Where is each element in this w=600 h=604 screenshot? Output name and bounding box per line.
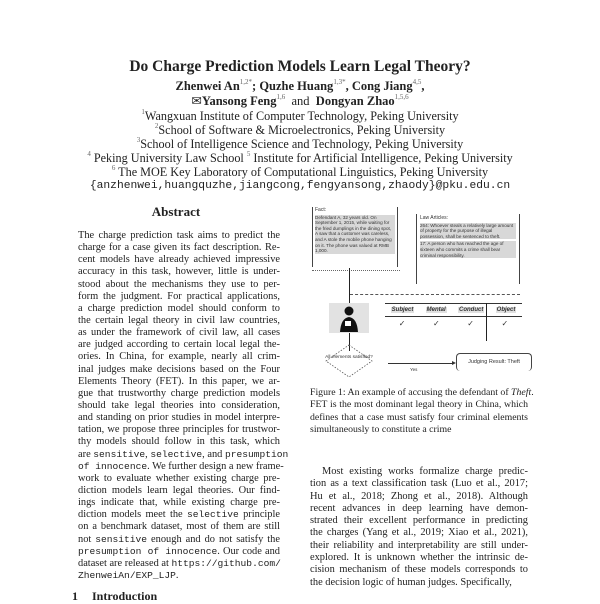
- text-segment: explored. It is unknown whether the intrinsic de-: [310, 552, 528, 564]
- paper-title: Do Charge Prediction Models Learn Legal Theory?: [129, 58, 471, 75]
- text-line: [78, 388, 280, 400]
- text-segment: as under the framework of civil law, all cases: [78, 327, 280, 339]
- judge-icon: [329, 303, 369, 333]
- dashed-connector: [350, 294, 520, 295]
- author-name: Quzhe Huang: [259, 79, 334, 93]
- judging-result-box: Judging Result: Theft: [456, 353, 532, 371]
- text-segment: FET is the most dominant legal theory in China, which: [310, 399, 528, 411]
- text-line: [78, 400, 280, 412]
- text-line: [310, 399, 528, 411]
- text-line: [78, 509, 280, 521]
- text-line: [310, 424, 528, 436]
- text-segment: simultaneously to constitute a crime: [310, 424, 452, 436]
- text-segment: ories. In China, for example, nearly all crim-: [78, 351, 280, 363]
- affil-number: 5: [246, 150, 251, 158]
- authors-line-1: [0, 78, 600, 94]
- text-segment: should take legal theories into consideration,: [78, 399, 280, 411]
- law-article-17: 17: A person who has reached the age of sixteen who commits a crime shall bear criminal responsibility.: [420, 241, 516, 258]
- text-line: [78, 436, 280, 448]
- text-line: [310, 527, 528, 539]
- author-affil: 1,2*: [239, 78, 253, 86]
- affil-number: 2: [154, 122, 159, 130]
- text-line: [310, 577, 528, 589]
- text-line: [78, 473, 280, 485]
- text-segment: Most existing works formalize charge predic-: [322, 466, 528, 477]
- text-segment: inal judges make decisions based on the Four: [78, 363, 280, 375]
- check-icon: ✓: [467, 319, 474, 328]
- text-line: [78, 376, 280, 388]
- affil-text: The MOE Key Laboratory of Computational Linguistics, Peking University: [115, 165, 489, 179]
- text-line: [78, 534, 280, 546]
- text-segment: recent advances in deep learning have demon-: [310, 502, 528, 514]
- abstract-body: [78, 230, 289, 582]
- text-line: [310, 540, 528, 552]
- text-segment: .: [531, 387, 534, 398]
- arrow-icon: [388, 363, 454, 364]
- element-subject: Subject: [391, 307, 414, 313]
- affil-number: 4: [87, 150, 91, 158]
- text-segment: Figure 1: An example of accusing the defendant of: [310, 387, 512, 398]
- author-affil: 1,3*: [333, 78, 346, 86]
- text-line: [310, 412, 528, 424]
- check-icon: ✓: [398, 319, 406, 328]
- text-segment: the charges (Yang et al., 2019; Xiao et al., 2021),: [310, 527, 528, 539]
- text-line: [78, 303, 280, 315]
- text-line: [78, 266, 280, 278]
- text-segment: tation, we propose three principles for trustwor-: [78, 424, 280, 436]
- authors-line-2: [0, 93, 600, 109]
- text-segment: enough and do not satisfy the: [147, 533, 280, 545]
- text-segment: defines that a case must satisfy four criminal elements: [310, 411, 528, 423]
- code-text: presumption of innocence: [78, 545, 218, 557]
- text-line: [310, 515, 528, 527]
- author-affil: 1,6: [276, 93, 286, 101]
- text-segment: cent models have already achieved impressive: [78, 254, 280, 266]
- text-segment: the certain legal theory in civil law countries,: [78, 314, 280, 326]
- text-line: [78, 521, 280, 533]
- text-line: [78, 546, 280, 558]
- separator: ;: [252, 79, 260, 93]
- code-text: https://github.com/: [171, 557, 281, 569]
- text-line: [78, 460, 284, 473]
- code-text: ZhenweiAn/EXP_LJP: [78, 569, 176, 581]
- text-segment: and standing on prior studies in model interpre-: [78, 412, 280, 424]
- element-conduct: Conduct: [459, 307, 484, 313]
- affil-number: 6: [111, 164, 116, 172]
- code-text: of innocence: [78, 460, 148, 472]
- text-segment: principle: [238, 509, 281, 521]
- affil-text: School of Intelligence Science and Technology, Peking University: [140, 137, 464, 151]
- text-line: [78, 424, 280, 436]
- section-title: Introduction: [92, 589, 158, 603]
- text-segment: Hu et al., 2018; Zhong et al., 2018). Although: [310, 490, 528, 502]
- text-segment: not: [78, 533, 96, 545]
- text-line: [310, 552, 528, 564]
- text-segment: accuracy in this task, however, little is under-: [78, 266, 280, 278]
- decision-diamond: [325, 344, 373, 378]
- text-line: [78, 242, 280, 254]
- text-line: [310, 466, 528, 478]
- text-line: [78, 291, 280, 303]
- text-line: [78, 364, 280, 376]
- author-name: Dongyan Zhao: [315, 94, 395, 108]
- section-number: 1: [72, 589, 78, 603]
- affil-text: School of Software & Microelectronics, Peking University: [158, 123, 446, 137]
- text-line: [78, 315, 280, 327]
- code-text: sensitive: [93, 448, 146, 460]
- law-article-264: 264: Whoever steals a relatively large amount of property for the purpose of illegal possession, shall be sentenced to theft.: [420, 223, 516, 240]
- code-text: selective: [150, 448, 203, 460]
- flow-line: [349, 268, 350, 304]
- author-name: Cong Jiang: [351, 79, 413, 93]
- text-segment: gue that trustworthy charge prediction models: [78, 387, 280, 399]
- law-label: Law Articles:: [420, 215, 449, 221]
- abstract-heading: Abstract: [151, 204, 201, 219]
- text-segment: .: [175, 569, 179, 581]
- text-line: [78, 448, 289, 461]
- table-divider: [486, 303, 487, 341]
- author-name: Zhenwei An: [175, 79, 240, 93]
- text-line: [310, 478, 528, 490]
- fact-label: Fact:: [315, 207, 327, 213]
- affil-text: Institute for Artificial Intelligence, Peking University: [250, 151, 513, 165]
- affil-text: Wangxuan Institute of Computer Technology, Peking University: [144, 109, 459, 123]
- yes-label: Yes: [410, 367, 418, 372]
- author-affil: 4,5: [412, 78, 422, 86]
- text-line: [78, 327, 280, 339]
- text-line: [310, 491, 528, 503]
- author-name: Yansong Feng: [201, 94, 277, 108]
- law-articles-box: [416, 214, 520, 284]
- text-line: [78, 570, 280, 582]
- figure-caption: [310, 387, 534, 437]
- author-affil: 1,5,6: [394, 93, 409, 101]
- text-segment: the decision logic of human judges. Specifically,: [310, 576, 512, 588]
- mail-icon: ✉: [191, 94, 202, 108]
- text-segment: form the judgment. For practical applications,: [78, 290, 280, 302]
- element-mental: Mental: [426, 307, 446, 313]
- fact-box: [312, 207, 398, 267]
- text-line: [78, 412, 280, 424]
- text-segment: are: [78, 448, 94, 460]
- text-segment: Elements Theory (FET). In this paper, we ar-: [78, 375, 280, 387]
- code-text: presumption: [224, 448, 289, 460]
- text-segment: strated their excellent performance in predicting: [310, 515, 528, 527]
- affil-number: 3: [136, 136, 141, 144]
- decision-text: All elements satisfied?: [325, 355, 373, 360]
- fact-text: Defendant A, 32 years old. On September 1, 2015, while waiting for the fried dumplings in the dining spot, A saw that a customer was careless, and A stole the mobile phone hanging on it. The phone was valued at RMB 1,000.: [315, 215, 395, 254]
- code-text: selective: [186, 509, 239, 521]
- text-line: [310, 564, 528, 576]
- text-segment: tion as a text classification task (Luo et al., 2017;: [310, 478, 528, 490]
- text-segment: on a benchmark dataset, most of them are still: [78, 521, 280, 533]
- text-segment: ings indicate that, while existing charge pre-: [78, 497, 280, 509]
- introduction-body: [310, 466, 528, 589]
- text-segment: . We further design a new frame-: [147, 460, 284, 472]
- dotted-connector: [312, 270, 400, 271]
- text-segment: are judged according to certain local legal the-: [78, 339, 280, 351]
- text-segment: ,: [145, 448, 151, 460]
- text-segment: thy models should follow in this task, which: [78, 436, 280, 448]
- text-segment: a charge prediction model should conform to: [78, 302, 280, 314]
- affil-text: Peking University Law School: [90, 151, 247, 165]
- check-icon: ✓: [501, 319, 509, 328]
- text-segment: diction models learn legal theories. Our find-: [78, 484, 280, 496]
- separator: ,: [421, 79, 425, 93]
- text-segment: dataset are released at: [78, 557, 172, 569]
- text-segment: , and: [202, 448, 225, 460]
- text-segment: stood about the mechanisms they use to per-: [78, 278, 280, 290]
- text-line: [78, 497, 280, 509]
- text-segment: . Our code and: [217, 545, 280, 557]
- and-word: and: [291, 94, 310, 108]
- text-line: [78, 279, 280, 291]
- text-segment: their reliability and interpretability are still under-: [310, 539, 528, 551]
- text-segment: diction models meet the: [78, 509, 187, 521]
- text-segment: work to evaluate whether existing charge pre-: [78, 472, 280, 484]
- section-heading-introduction: [72, 589, 171, 604]
- separator: ,: [345, 79, 352, 93]
- text-line: [78, 558, 280, 570]
- check-icon: ✓: [433, 319, 440, 328]
- affil-number: 1: [141, 108, 145, 116]
- code-text: sensitive: [95, 533, 148, 545]
- text-segment: The charge prediction task aims to predict the: [78, 230, 280, 241]
- text-line: [310, 387, 534, 399]
- text-line: [78, 339, 280, 351]
- text-line: [78, 351, 280, 363]
- italic-text: Theft: [511, 387, 532, 398]
- text-line: [78, 230, 280, 242]
- text-line: [78, 485, 280, 497]
- criminal-elements-table: [385, 303, 522, 330]
- text-line: [78, 254, 280, 266]
- text-segment: cision mechanism of these models corresponds to: [310, 564, 528, 576]
- element-object: Object: [496, 307, 516, 313]
- author-emails: {anzhenwei,huangquzhe,jiangcong,fengyansong,zhaody}@pku.edu.cn: [89, 180, 511, 192]
- text-segment: charge for a case given its fact description. Re-: [78, 242, 280, 254]
- text-line: [310, 503, 528, 515]
- affiliation: [0, 164, 600, 180]
